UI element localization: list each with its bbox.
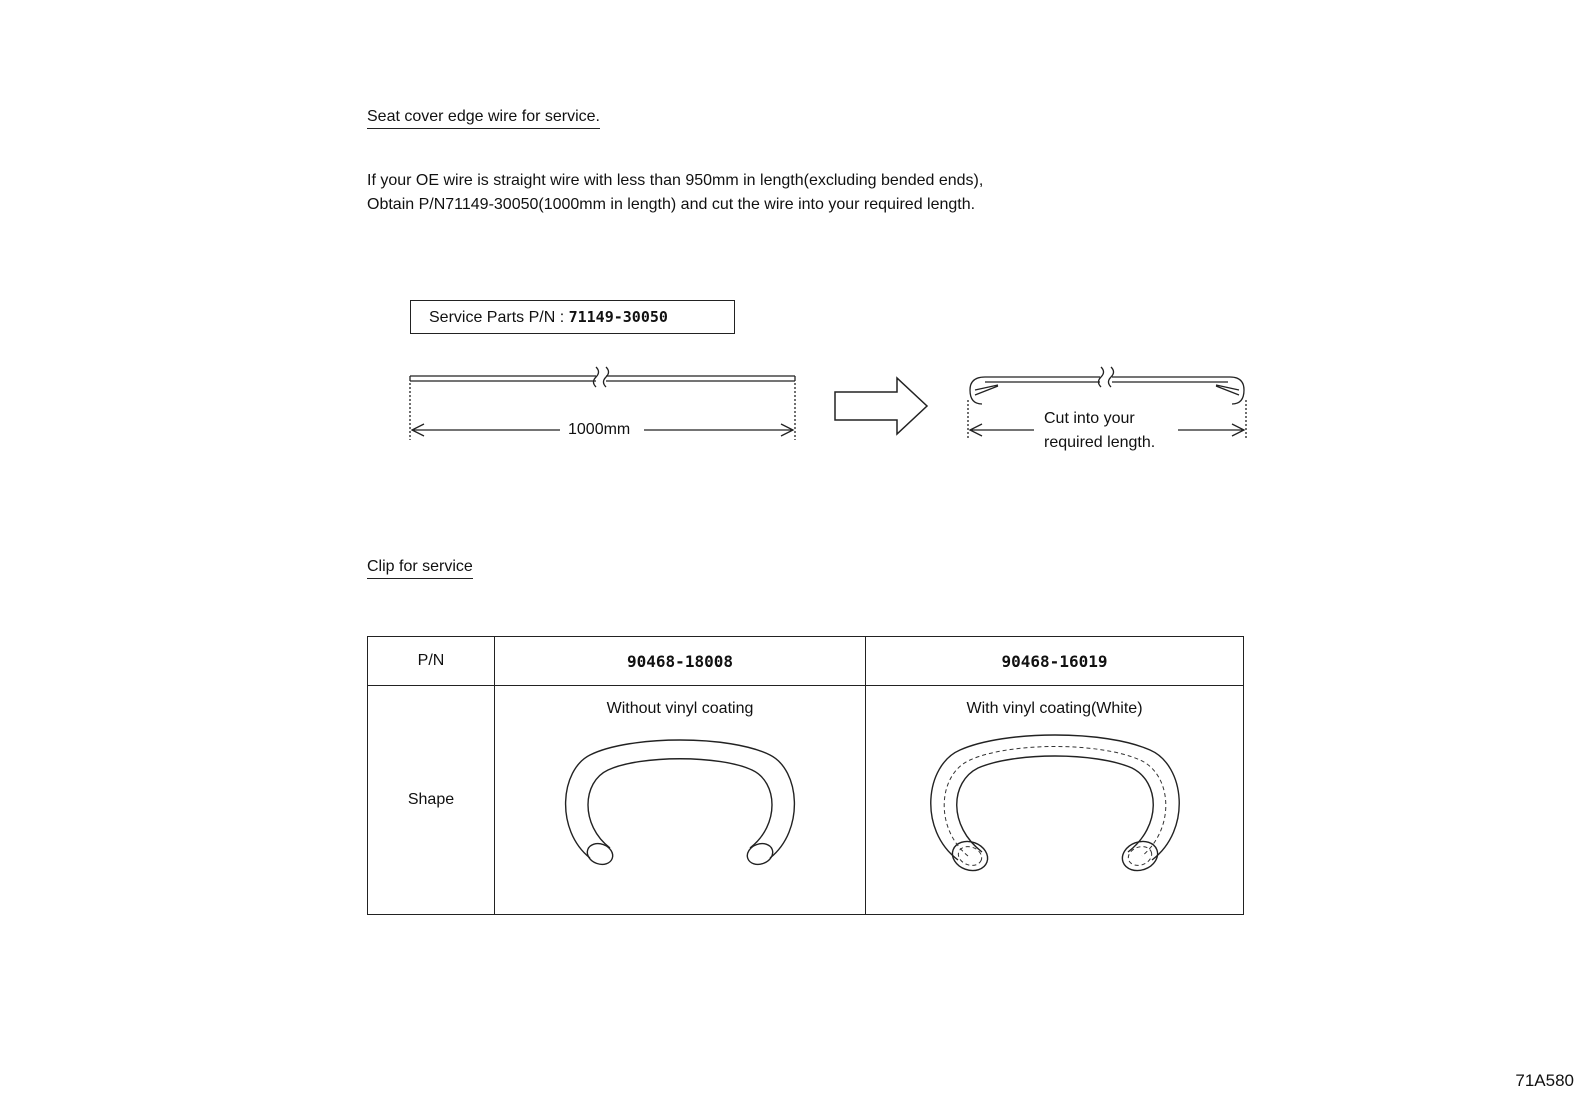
service-part-number: 71149-30050	[568, 308, 668, 326]
table-row-pn	[368, 637, 1244, 686]
wire-section-heading: Seat cover edge wire for service.	[367, 108, 600, 129]
cut-label-line-1: Cut into your	[1044, 410, 1135, 427]
cut-wire-icon	[970, 366, 1244, 404]
clip-table	[367, 636, 1244, 915]
clip-pn-coated: 90468-16019	[866, 637, 1244, 686]
clip-shape-coated-cell	[866, 686, 1244, 915]
wire-instruction-line-1: If your OE wire is straight wire with less than 950mm in length(excluding bended ends),	[367, 172, 984, 189]
shape-row-header: Shape	[368, 686, 495, 915]
clip-caption-uncoated: Without vinyl coating	[606, 700, 754, 717]
clip-vinyl-coated-icon	[920, 730, 1190, 880]
clip-caption-coated: With vinyl coating(White)	[966, 700, 1143, 717]
wire-instruction-line-2: Obtain P/N71149-30050(1000mm in length) and cut the wire into your required length.	[367, 196, 976, 213]
service-part-label: Service Parts P/N :	[429, 309, 569, 326]
cut-label-line-2: required length.	[1044, 434, 1156, 451]
figure-code: 71A580	[1515, 1071, 1574, 1090]
length-label: 1000mm	[568, 421, 631, 438]
straight-wire-icon	[410, 366, 795, 390]
clip-pn-uncoated: 90468-18008	[495, 637, 866, 686]
table-row-shape	[368, 686, 1244, 915]
clip-section-heading: Clip for service	[367, 558, 473, 579]
pn-row-header: P/N	[368, 637, 495, 686]
right-arrow-icon	[835, 378, 927, 434]
clip-uncoated-icon	[550, 730, 810, 880]
clip-shape-uncoated-cell	[495, 686, 866, 915]
